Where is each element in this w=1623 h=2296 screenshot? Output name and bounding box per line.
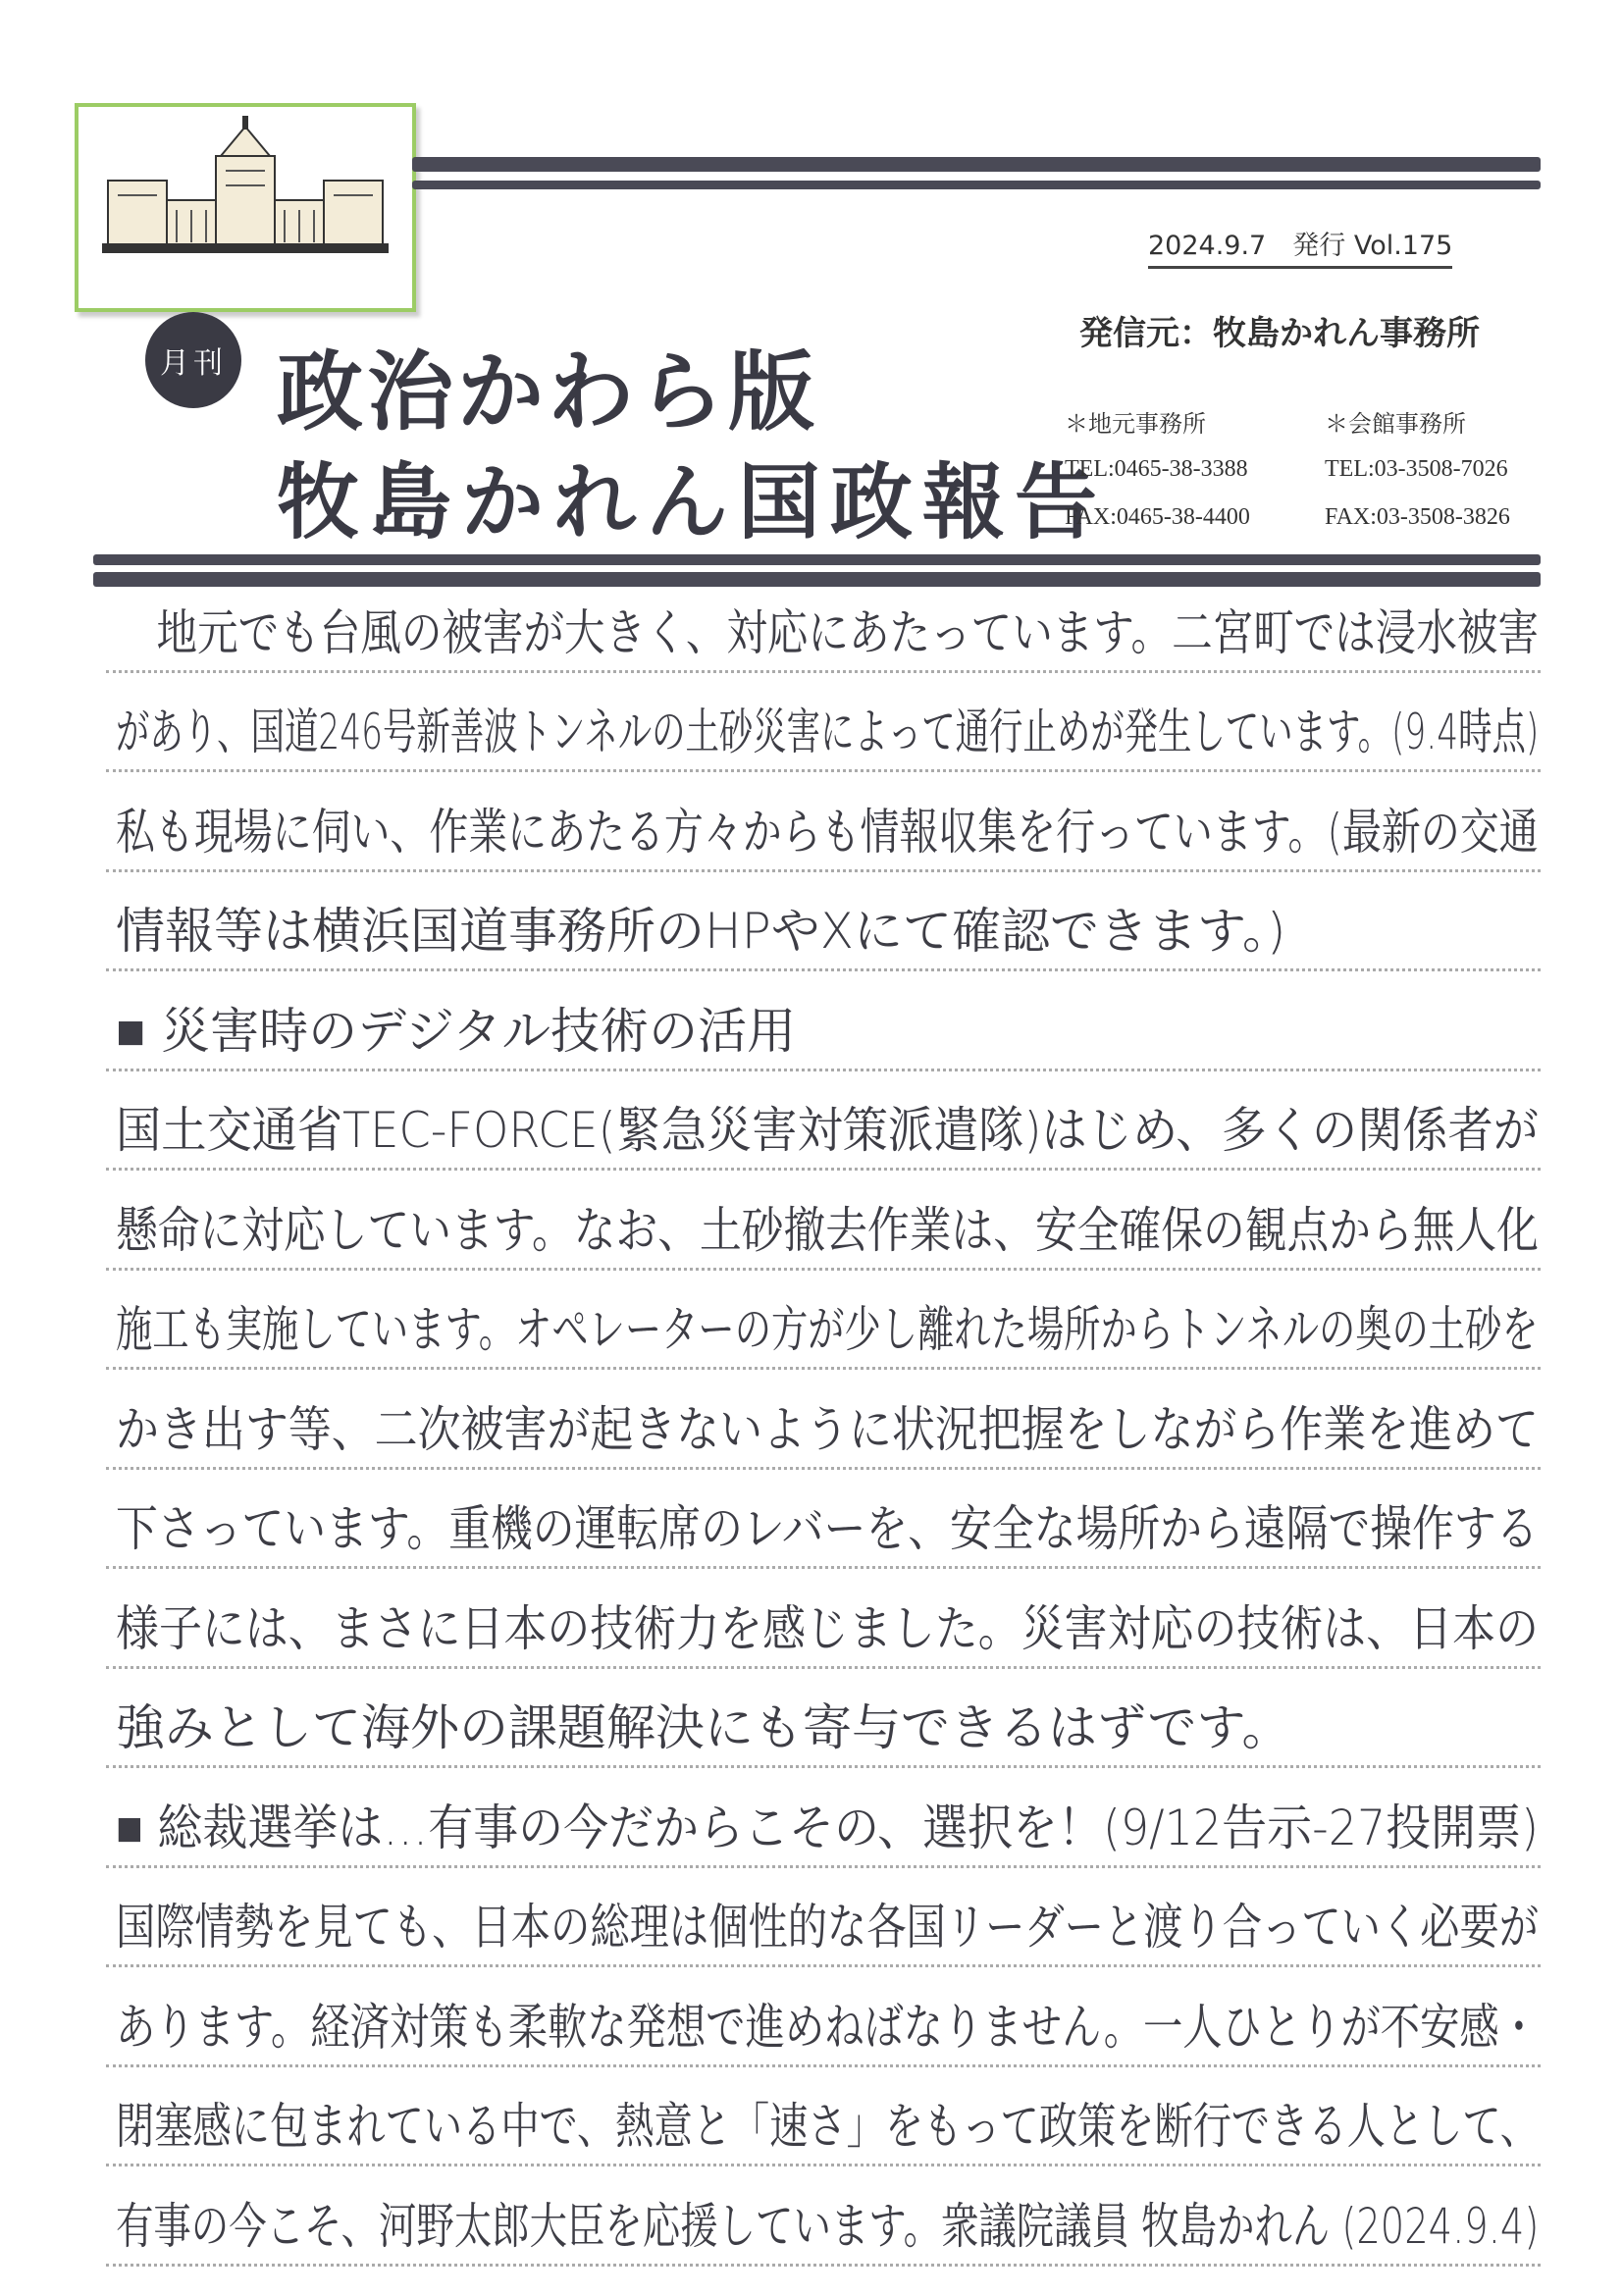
body-text-line: 国土交通省TEC-FORCE(緊急災害対策派遣隊)はじめ、多くの関係者が bbox=[116, 1102, 1539, 1159]
ruled-line bbox=[106, 772, 1541, 872]
diet-building-icon bbox=[79, 107, 412, 308]
ruled-line bbox=[106, 872, 1541, 972]
ruled-line bbox=[106, 1071, 1541, 1172]
body-text-line: 下さっています。重機の運転席のレバーを、安全な場所から遠隔で操作する bbox=[116, 1500, 1539, 1557]
ruled-line bbox=[106, 673, 1541, 773]
ruled-line bbox=[106, 1669, 1541, 1769]
header-rule-top-thin bbox=[412, 181, 1541, 189]
hall-office-label: ＊会館事務所 bbox=[1325, 412, 1466, 438]
header-rule-bottom-thin bbox=[93, 554, 1541, 565]
hall-office-fax: FAX:03-3508-3826 bbox=[1325, 504, 1510, 530]
body-text-line: 有事の今こそ、河野太郎大臣を応援しています。衆議院議員 牧島かれん (2024.9.4) bbox=[116, 2197, 1540, 2255]
local-office-fax: FAX:0465-38-4400 bbox=[1065, 504, 1250, 530]
body-text-line: 地元でも台風の被害が大きく、対応にあたっています。二宮町では浸水被害 bbox=[116, 603, 1539, 661]
body-text-line: 私も現場に伺い、作業にあたる方々からも情報収集を行っています。(最新の交通 bbox=[116, 803, 1539, 861]
ruled-line bbox=[106, 1569, 1541, 1669]
ruled-line bbox=[106, 1868, 1541, 1968]
body-text-line: 懸命に対応しています。なお、土砂撤去作業は、安全確保の観点から無人化 bbox=[116, 1201, 1539, 1259]
newsletter-subtitle: 牧島かれん国政報告 bbox=[277, 454, 1108, 550]
header-rule-top-thick bbox=[412, 157, 1541, 172]
body-text-line: あります。経済対策も柔軟な発想で進めねばなりません。一人ひとりが不安感・ bbox=[116, 1998, 1539, 2056]
ruled-line bbox=[106, 1370, 1541, 1470]
body-text-line: かき出す等、二次被害が起きないように状況把握をしながら作業を進めて bbox=[116, 1400, 1539, 1458]
hall-office-tel: TEL:03-3508-7026 bbox=[1325, 456, 1508, 482]
ruled-line bbox=[106, 1768, 1541, 1868]
ruled-line bbox=[106, 971, 1541, 1071]
local-office-tel: TEL:0465-38-3388 bbox=[1065, 456, 1248, 482]
local-office-label: ＊地元事務所 bbox=[1065, 412, 1206, 438]
ruled-line bbox=[106, 1171, 1541, 1271]
body-text-line: があり、国道246号新善波トンネルの土砂災害によって通行止めが発生しています。(9.4時点) bbox=[116, 704, 1540, 760]
logo-frame bbox=[75, 103, 416, 312]
ruled-line bbox=[106, 1271, 1541, 1371]
ruled-line bbox=[106, 1470, 1541, 1570]
body-text-line: 施工も実施しています。オペレーターの方が少し離れた場所からトンネルの奥の土砂を bbox=[116, 1301, 1539, 1358]
body-text-line: 閉塞感に包まれている中で、熱意と「速さ」をもって政策を断行できる人として、 bbox=[116, 2098, 1539, 2155]
monthly-badge: 月刊 bbox=[145, 312, 241, 408]
body-text-line: 様子には、まさに日本の技術力を感じました。災害対応の技術は、日本の bbox=[116, 1599, 1539, 1657]
newsletter-title: 政治かわら版 bbox=[277, 341, 819, 443]
handwritten-body bbox=[106, 573, 1541, 2267]
ruled-line bbox=[106, 573, 1541, 673]
sender: 発信元：牧島かれん事務所 bbox=[1079, 314, 1480, 353]
ruled-line bbox=[106, 2067, 1541, 2167]
body-text-line: ■ 災害時のデジタル技術の活用 bbox=[116, 1002, 797, 1060]
body-text-line: ■ 総裁選挙は…有事の今だからこその、選択を！(9/12告示-27投開票) bbox=[116, 1799, 1540, 1856]
ruled-line bbox=[106, 1967, 1541, 2067]
body-text-line: 国際情勢を見ても、日本の総理は個性的な各国リーダーと渡り合っていく必要が bbox=[116, 1899, 1539, 1956]
issue-date: 2024.9.7 発行 Vol.175 bbox=[1148, 224, 1452, 269]
body-text-line: 情報等は横浜国道事務所のHPやXにて確認できます。) bbox=[116, 903, 1286, 960]
ruled-line bbox=[106, 2166, 1541, 2267]
body-text-line: 強みとして海外の課題解決にも寄与できるはずです。 bbox=[116, 1699, 1291, 1756]
